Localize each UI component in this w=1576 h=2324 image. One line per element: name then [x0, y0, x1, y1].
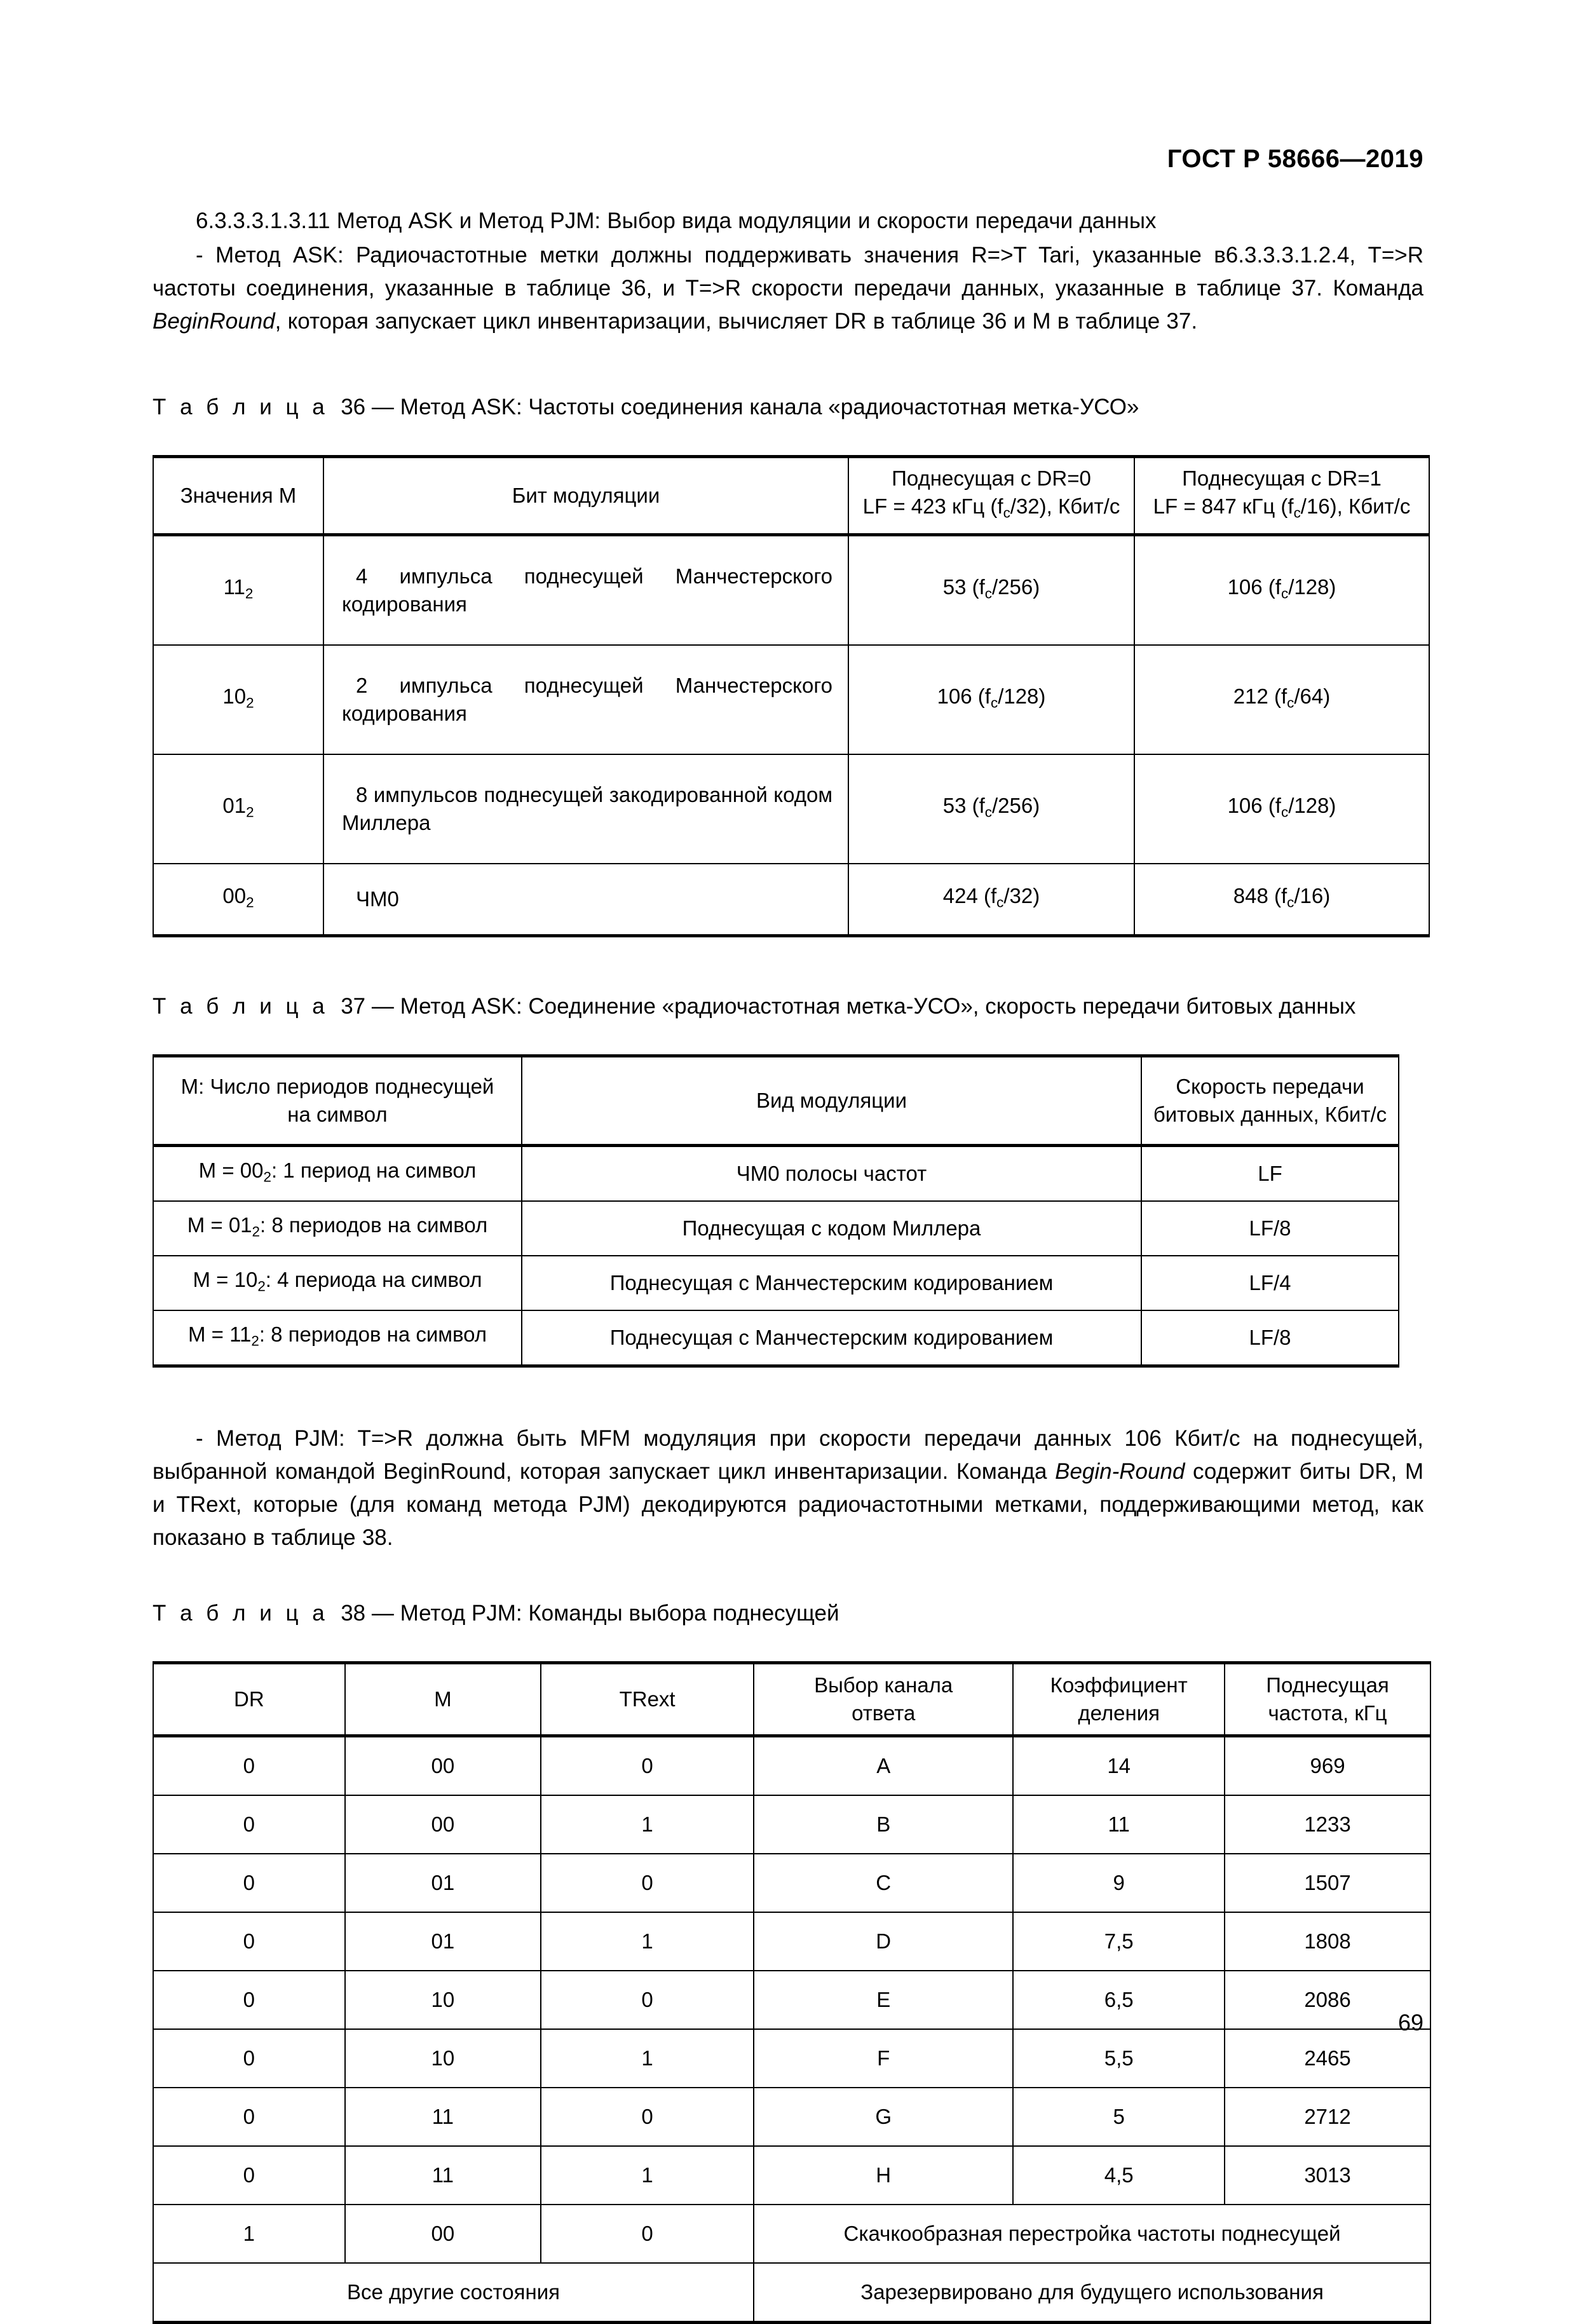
- table37-cell-rate: LF/8: [1141, 1310, 1399, 1366]
- table-row: [153, 2029, 1430, 2088]
- table36-caption: [153, 393, 1423, 422]
- table38-cell-channel: E: [754, 1971, 1013, 2029]
- table37-caption-text: — Метод ASK: Соединение «радиочастотная метка-УСО», скорость передачи битовых данных: [371, 994, 1356, 1019]
- spacer: [153, 422, 1423, 455]
- table-37: [153, 1054, 1399, 1368]
- m-sub: 2: [245, 585, 254, 602]
- table38-cell-frequency: 3013: [1225, 2146, 1430, 2205]
- table37-head: [153, 1056, 1399, 1146]
- table36-cell-modulation: 8 импульсов поднесущей закодированной кодом Миллера: [323, 754, 848, 864]
- table37-header-periods-line1: M: Число периодов поднесущей: [180, 1075, 494, 1098]
- table36-cell-m: [153, 754, 323, 864]
- table38-caption-label: Т а б л и ц а: [153, 1601, 329, 1626]
- m-post: : 8 периодов на символ: [260, 1213, 488, 1237]
- table38-cell-dr: 0: [153, 2146, 345, 2205]
- lf-post: /16), Кбит/с: [1300, 494, 1411, 518]
- table38-col-header-divider: [1013, 1663, 1225, 1736]
- table38-col-header-channel: [754, 1663, 1013, 1736]
- table38-col-header-frequency: [1225, 1663, 1430, 1736]
- page-number: 69: [1397, 2009, 1423, 2035]
- table38-cell-m: 00: [345, 2205, 541, 2263]
- m-post: : 4 периода на символ: [265, 1267, 482, 1291]
- table-row-reserved: [153, 2263, 1430, 2323]
- table38-cell-m: 10: [345, 2029, 541, 2088]
- paragraph-pjm-part1: - Метод PJM: T=>R должна быть MFM модуляция при скорости передачи данных 106 Кбит/с на поднесущей, выбранной командой BeginRound, которая запускает цикл инвентаризации. Команда: [153, 1426, 1423, 1484]
- val-post: /256): [992, 574, 1040, 599]
- table38-cell-reserved: Зарезервировано для будущего использования: [754, 2263, 1430, 2323]
- val-post: /128): [1288, 574, 1336, 599]
- table38-cell-divider: 5,5: [1013, 2029, 1225, 2088]
- table37-caption-label: Т а б л и ц а: [153, 994, 329, 1019]
- table38-cell-m: 01: [345, 1912, 541, 1971]
- table38-cell-m: 01: [345, 1854, 541, 1912]
- table36-cell-modulation: ЧМ0: [323, 864, 848, 936]
- table36-cell-m: [153, 535, 323, 646]
- table38-cell-channel: B: [754, 1795, 1013, 1854]
- table38-cell-dr: 0: [153, 2088, 345, 2146]
- table38-cell-m: 00: [345, 1795, 541, 1854]
- table38-cell-channel: F: [754, 2029, 1013, 2088]
- table38-cell-frequency: 2712: [1225, 2088, 1430, 2146]
- table-row: [153, 1854, 1430, 1912]
- table38-cell-frequency: 1233: [1225, 1795, 1430, 1854]
- table36-cell-dr0: [848, 535, 1134, 646]
- table38-body: [153, 1736, 1430, 2323]
- val-pre: 424 (f: [942, 883, 997, 907]
- table38-cell-dr: 0: [153, 1736, 345, 1796]
- table37-cell-modulation: Поднесущая с кодом Миллера: [522, 1201, 1141, 1256]
- table37-cell-m: [153, 1146, 522, 1202]
- paragraph-pjm-part2: содержит биты DR, M и TRext, которые (для команд метода PJM) декодируются радиочастотными метками, поддерживающими метод, как показано в таблице 38.: [153, 1459, 1423, 1550]
- table-row: [153, 535, 1429, 646]
- table36-cell-dr1: [1134, 645, 1429, 754]
- section-heading: 6.3.3.3.1.3.11 Метод ASK и Метод PJM: Выбор вида модуляции и скорости передачи данных: [196, 208, 1157, 233]
- val-post: /32): [1003, 883, 1040, 907]
- table36-col-header-dr0-line2: [855, 493, 1127, 527]
- spacer: [153, 1021, 1423, 1054]
- table36-cell-dr1: [1134, 754, 1429, 864]
- table37-body: [153, 1146, 1399, 1366]
- table-row: [153, 864, 1429, 936]
- m-value: 10: [222, 684, 247, 708]
- table38-cell-hopping-note: Скачкообразная перестройка частоты поднесущей: [754, 2205, 1430, 2263]
- table38-caption-text: — Метод PJM: Команды выбора поднесущей: [371, 1601, 839, 1626]
- table38-col-header-dr: DR: [153, 1663, 345, 1736]
- table-38: [153, 1661, 1431, 2324]
- table38-caption-number: 38: [341, 1601, 366, 1626]
- table36-caption-number: 36: [341, 395, 366, 419]
- m-sub: 2: [257, 1278, 266, 1295]
- table38-caption: [153, 1599, 1423, 1628]
- table37-cell-m: [153, 1310, 522, 1366]
- lf-pre: LF = 847 кГц (f: [1153, 494, 1294, 518]
- val-pre: 53 (f: [942, 574, 985, 599]
- spacer: [153, 1368, 1423, 1422]
- table36-caption-text: — Метод ASK: Частоты соединения канала «радиочастотная метка-УСО»: [371, 395, 1139, 419]
- spacer: [153, 338, 1423, 393]
- table38-cell-channel: A: [754, 1736, 1013, 1796]
- table-row: [153, 1795, 1430, 1854]
- m-value: 11: [223, 574, 245, 599]
- running-header-standard-id: ГОСТ Р 58666—2019: [1167, 145, 1423, 173]
- table36-col-header-subcarrier-dr1: [1134, 457, 1429, 535]
- table38-cell-trext: 1: [541, 2029, 754, 2088]
- table37-col-header-bitrate: [1141, 1056, 1399, 1146]
- table36-caption-label: Т а б л и ц а: [153, 395, 329, 419]
- table-row: [153, 1146, 1399, 1202]
- table37-cell-modulation: Поднесущая с Манчестерским кодированием: [522, 1256, 1141, 1310]
- table37-cell-m: [153, 1256, 522, 1310]
- table38-cell-m: 11: [345, 2088, 541, 2146]
- val-post: /128): [998, 684, 1046, 708]
- table38-cell-channel: G: [754, 2088, 1013, 2146]
- table36-cell-dr0: [848, 645, 1134, 754]
- table37-header-bitrate-line1: Скорость передачи: [1176, 1075, 1364, 1098]
- table38-cell-m: 10: [345, 1971, 541, 2029]
- table38-cell-divider: 4,5: [1013, 2146, 1225, 2205]
- paragraph-method-ask: [153, 239, 1423, 338]
- lf-pre: LF = 423 кГц (f: [862, 494, 1003, 518]
- table38-cell-dr: 0: [153, 1795, 345, 1854]
- val-sub: c: [1280, 585, 1289, 602]
- val-post: /256): [992, 793, 1040, 817]
- table36-head: [153, 457, 1429, 535]
- table-row: [153, 1201, 1399, 1256]
- lf-sub: c: [1003, 505, 1010, 521]
- paragraph-ask-line1: - Метод ASK: Радиочастотные метки должны поддерживать значения R=>T Tari, указанные в: [196, 243, 1226, 268]
- table38-cell-trext: 1: [541, 1795, 754, 1854]
- table-36: [153, 455, 1430, 937]
- table36-col-header-modulation-bit: Бит модуляции: [323, 457, 848, 535]
- table36-col-header-dr0-line1: Поднесущая с DR=0: [892, 466, 1091, 490]
- table38-header-channel-line1: Выбор канала: [814, 1673, 953, 1697]
- table37-caption-number: 37: [341, 994, 366, 1019]
- m-pre: M = 11: [187, 1322, 252, 1346]
- val-sub: c: [996, 894, 1004, 911]
- table37-cell-rate: LF/4: [1141, 1256, 1399, 1310]
- table38-cell-dr: 0: [153, 1854, 345, 1912]
- table-row: [153, 1256, 1399, 1310]
- table38-cell-divider: 9: [1013, 1854, 1225, 1912]
- lf-sub: c: [1293, 505, 1301, 521]
- table38-cell-dr: 0: [153, 1912, 345, 1971]
- table37-cell-modulation: ЧМ0 полосы частот: [522, 1146, 1141, 1202]
- table36-col-header-m: Значения M: [153, 457, 323, 535]
- table-row: [153, 2146, 1430, 2205]
- val-sub: c: [984, 804, 993, 820]
- table-row-hopping: [153, 2205, 1430, 2263]
- table38-header-row: [153, 1663, 1430, 1736]
- table-row: [153, 1736, 1430, 1796]
- table-row: [153, 1912, 1430, 1971]
- val-pre: 212 (f: [1233, 684, 1287, 708]
- m-pre: M = 01: [187, 1213, 252, 1237]
- lf-post: /32), Кбит/с: [1010, 494, 1120, 518]
- table38-col-header-trext: TRext: [541, 1663, 754, 1736]
- val-sub: c: [1287, 894, 1294, 911]
- val-post: /128): [1288, 793, 1336, 817]
- table36-cell-dr1: [1134, 864, 1429, 936]
- m-value: 01: [222, 793, 247, 817]
- m-sub: 2: [263, 1169, 271, 1185]
- table38-cell-trext: 1: [541, 1912, 754, 1971]
- table38-cell-frequency: 1507: [1225, 1854, 1430, 1912]
- table38-cell-trext: 0: [541, 1971, 754, 2029]
- paragraph-ask-line3: , которая запускает цикл инвентаризации, вычисляет DR в таблице 36 и M в таблице 37.: [275, 309, 1198, 334]
- table36-body: [153, 535, 1429, 936]
- val-pre: 106 (f: [1227, 574, 1281, 599]
- paragraph-ask-line2: 6.3.3.3.1.2.4, T=>R частоты соединения, указанные в таблице 36, и T=>R скорости передачи данных, указанные в таблице 37. Команда: [153, 243, 1423, 301]
- table38-cell-channel: D: [754, 1912, 1013, 1971]
- table38-cell-other-states: Все другие состояния: [153, 2263, 754, 2323]
- table36-cell-m: [153, 864, 323, 936]
- table37-header-bitrate-line2: битовых данных, Кбит/с: [1153, 1103, 1387, 1126]
- table38-cell-divider: 14: [1013, 1736, 1225, 1796]
- table38-cell-divider: 5: [1013, 2088, 1225, 2146]
- m-value: 00: [222, 883, 247, 907]
- m-post: : 8 периодов на символ: [259, 1322, 487, 1346]
- table38-cell-dr: 0: [153, 1971, 345, 2029]
- table36-cell-modulation: 4 импульса поднесущей Манчестерского кодирования: [323, 535, 848, 646]
- table-row: [153, 1971, 1430, 2029]
- table38-cell-channel: H: [754, 2146, 1013, 2205]
- paragraph-method-pjm: [153, 1422, 1423, 1554]
- table36-cell-dr0: [848, 864, 1134, 936]
- m-sub: 2: [246, 695, 254, 711]
- table38-header-channel-line2: ответа: [852, 1701, 916, 1725]
- table38-cell-m: 11: [345, 2146, 541, 2205]
- page-content: [153, 205, 1423, 2324]
- table37-header-row: [153, 1056, 1399, 1146]
- table37-caption: [153, 992, 1423, 1021]
- table38-cell-divider: 7,5: [1013, 1912, 1225, 1971]
- table38-col-header-m: M: [345, 1663, 541, 1736]
- table38-header-frequency-line1: Поднесущая: [1266, 1673, 1389, 1697]
- table38-cell-trext: 0: [541, 1854, 754, 1912]
- table38-cell-frequency: 2086: [1225, 1971, 1430, 2029]
- spacer: [153, 1628, 1423, 1661]
- table36-cell-modulation: 2 импульса поднесущей Манчестерского кодирования: [323, 645, 848, 754]
- table36-cell-dr1: [1134, 535, 1429, 646]
- table38-header-frequency-line2: частота, кГц: [1268, 1701, 1387, 1725]
- m-post: : 1 период на символ: [271, 1158, 477, 1182]
- m-sub: 2: [246, 804, 254, 820]
- spacer: [153, 937, 1423, 992]
- val-sub: c: [1287, 695, 1294, 711]
- table37-cell-m: [153, 1201, 522, 1256]
- val-pre: 106 (f: [937, 684, 991, 708]
- m-sub: 2: [251, 1333, 259, 1349]
- table37-header-periods-line2: на символ: [287, 1103, 388, 1126]
- table38-cell-trext: 0: [541, 2088, 754, 2146]
- table38-cell-m: 00: [345, 1736, 541, 1796]
- val-pre: 53 (f: [942, 793, 985, 817]
- table36-col-header-subcarrier-dr0: [848, 457, 1134, 535]
- table36-col-header-dr1-line2: [1141, 493, 1422, 527]
- table36-col-header-dr1-line1: Поднесущая с DR=1: [1182, 466, 1382, 490]
- table36-cell-m: [153, 645, 323, 754]
- table37-cell-rate: LF/8: [1141, 1201, 1399, 1256]
- table38-cell-trext: 1: [541, 2146, 754, 2205]
- table38-header-divider-line1: Коэффициент: [1050, 1673, 1188, 1697]
- spacer: [153, 1554, 1423, 1599]
- table36-cell-dr0: [848, 754, 1134, 864]
- table37-cell-modulation: Поднесущая с Манчестерским кодированием: [522, 1310, 1141, 1366]
- table37-cell-rate: LF: [1141, 1146, 1399, 1202]
- table-row: [153, 1310, 1399, 1366]
- val-sub: c: [1280, 804, 1289, 820]
- table38-cell-trext: 0: [541, 2205, 754, 2263]
- table38-cell-trext: 0: [541, 1736, 754, 1796]
- table38-cell-dr: 0: [153, 2029, 345, 2088]
- table38-header-divider-line2: деления: [1078, 1701, 1160, 1725]
- m-pre: M = 00: [198, 1158, 264, 1182]
- table38-cell-frequency: 1808: [1225, 1912, 1430, 1971]
- table38-cell-frequency: 969: [1225, 1736, 1430, 1796]
- val-pre: 848 (f: [1233, 883, 1287, 907]
- table-row: [153, 645, 1429, 754]
- command-name-beginround: BeginRound: [153, 309, 275, 334]
- m-sub: 2: [246, 894, 254, 911]
- command-name-beginround-2: Begin-Round: [1055, 1459, 1185, 1484]
- table38-cell-divider: 6,5: [1013, 1971, 1225, 2029]
- table38-cell-frequency: 2465: [1225, 2029, 1430, 2088]
- table38-cell-divider: 11: [1013, 1795, 1225, 1854]
- table38-cell-dr: 1: [153, 2205, 345, 2263]
- table36-header-row: [153, 457, 1429, 535]
- table-row: [153, 754, 1429, 864]
- val-pre: 106 (f: [1227, 793, 1281, 817]
- table-row: [153, 2088, 1430, 2146]
- table37-col-header-modulation-type: Вид модуляции: [522, 1056, 1141, 1146]
- m-pre: M = 10: [193, 1267, 258, 1291]
- val-sub: c: [984, 585, 993, 602]
- val-post: /16): [1294, 883, 1331, 907]
- table38-cell-channel: C: [754, 1854, 1013, 1912]
- val-post: /64): [1294, 684, 1331, 708]
- table37-col-header-periods: [153, 1056, 522, 1146]
- val-sub: c: [990, 695, 998, 711]
- m-sub: 2: [252, 1223, 261, 1240]
- table38-head: [153, 1663, 1430, 1736]
